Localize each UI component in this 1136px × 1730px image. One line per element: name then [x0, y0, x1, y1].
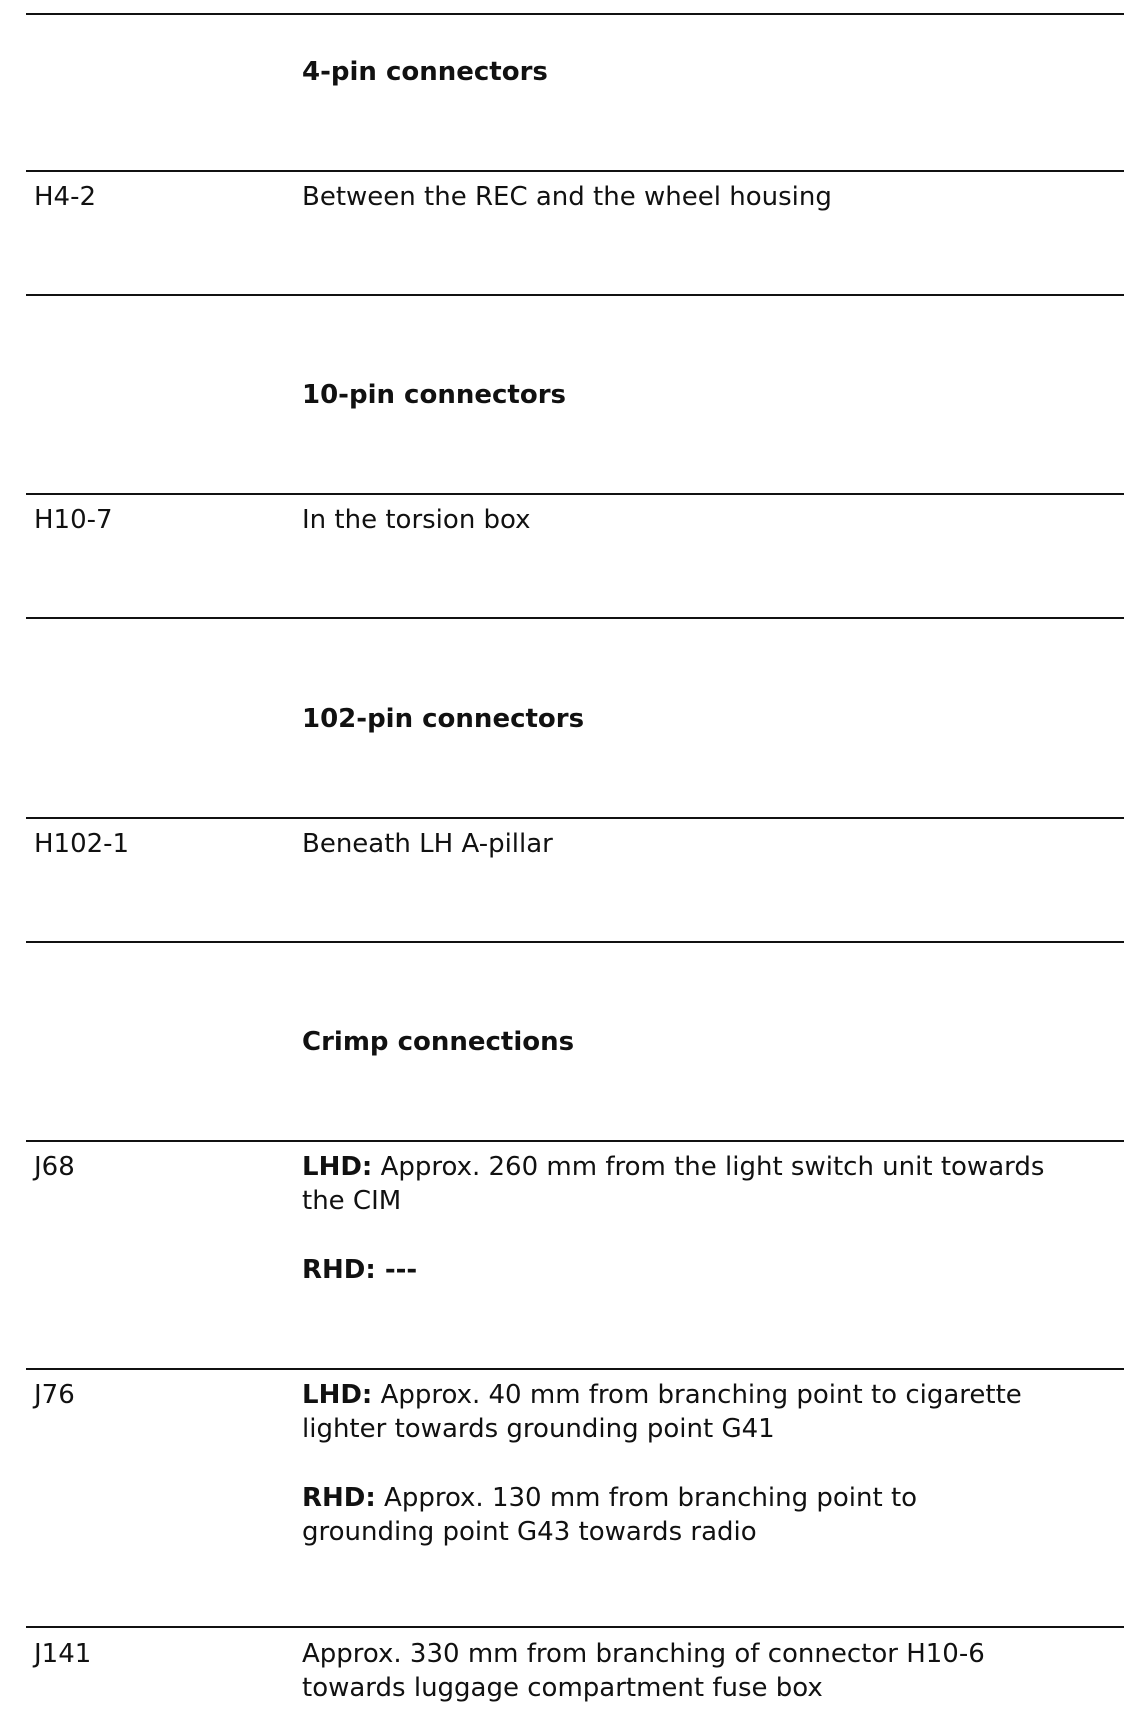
rhd-text: Approx. 130 mm from branching point to [375, 1483, 918, 1513]
divider [26, 1140, 1124, 1142]
connector-location: Approx. 330 mm from branching of connector H10-6 [302, 1639, 985, 1669]
connector-code: J141 [34, 1639, 92, 1669]
section-heading: 4-pin connectors [302, 57, 548, 87]
lhd-text-cont: lighter towards grounding point G41 [302, 1414, 775, 1444]
rhd-text: --- [375, 1255, 418, 1285]
divider [26, 941, 1124, 943]
rhd-location [302, 1481, 917, 1515]
divider [26, 817, 1124, 819]
lhd-label: LHD: [302, 1152, 373, 1182]
connector-location: In the torsion box [302, 505, 531, 535]
divider [26, 294, 1124, 296]
rhd-label: RHD: [302, 1255, 376, 1285]
section-heading: 102-pin connectors [302, 704, 585, 734]
lhd-text: Approx. 40 mm from branching point to cigarette [372, 1380, 1022, 1410]
rhd-text-cont: grounding point G43 towards radio [302, 1517, 757, 1547]
connector-location-cont: towards luggage compartment fuse box [302, 1673, 823, 1703]
lhd-location [302, 1150, 1044, 1184]
divider [26, 1626, 1124, 1628]
connector-code: J76 [34, 1380, 75, 1410]
connector-code: J68 [34, 1152, 75, 1182]
connector-location: Beneath LH A-pillar [302, 829, 553, 859]
section-heading: 10-pin connectors [302, 380, 566, 410]
rhd-location [302, 1253, 417, 1287]
lhd-text-cont: the CIM [302, 1186, 402, 1216]
lhd-label: LHD: [302, 1380, 373, 1410]
divider [26, 617, 1124, 619]
lhd-location [302, 1378, 1022, 1412]
connector-code: H4-2 [34, 182, 97, 212]
divider [26, 493, 1124, 495]
divider [26, 1368, 1124, 1370]
divider [26, 170, 1124, 172]
section-heading: Crimp connections [302, 1027, 575, 1057]
rhd-label: RHD: [302, 1483, 376, 1513]
connector-location: Between the REC and the wheel housing [302, 182, 832, 212]
connector-code: H10-7 [34, 505, 113, 535]
connector-code: H102-1 [34, 829, 130, 859]
divider [26, 13, 1124, 15]
lhd-text: Approx. 260 mm from the light switch unit towards [372, 1152, 1045, 1182]
